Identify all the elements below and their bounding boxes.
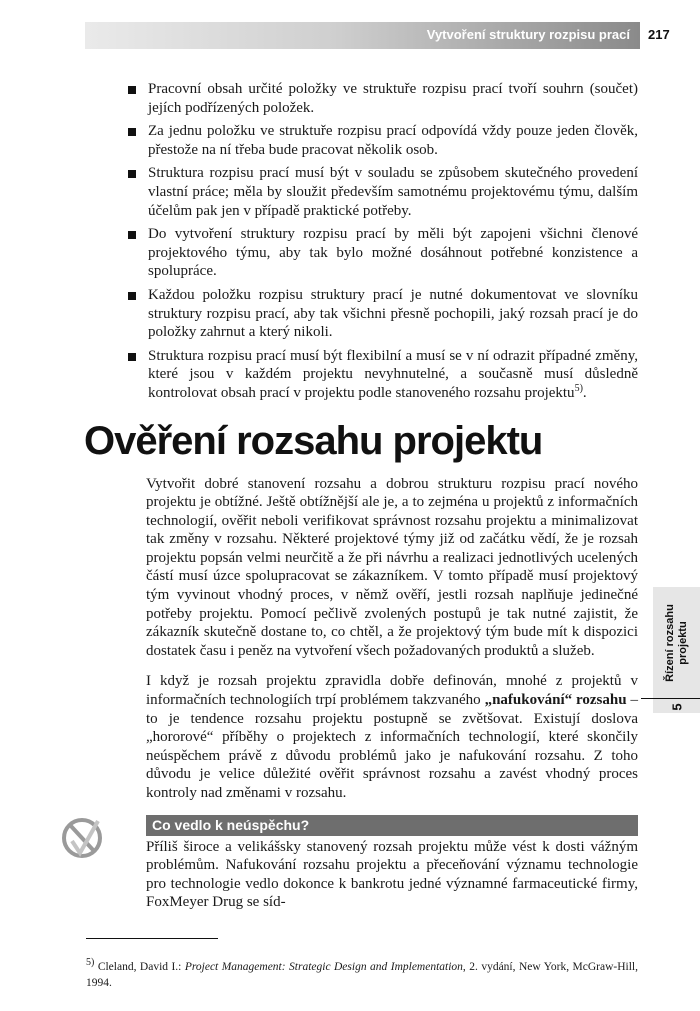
bullet-list: [128, 80, 638, 403]
bullet-square-icon: [128, 231, 136, 239]
list-item: Struktura rozpisu prací musí být flexibilní a musí se v ní odrazit případné změny, které jsou v každém projektu nevyhnutelné, a současně musí důsledně kontrolovat obsah prací v projektu podle stanoveného rozsahu projektu$^{5)}$.: [128, 347, 638, 403]
failure-check-icon: [60, 815, 104, 861]
side-tab-divider: [641, 698, 700, 699]
paragraph: Vytvořit dobré stanovení rozsahu a dobrou strukturu rozpisu prací nového projektu je obtížné. Ještě obtížnější ale je, a to zejména u projektů z informačních technologií, ověřit neboli verifikovat správnost rozsahu projektu a minimalizovat tak změny v rozsahu. Některé projektové týmy již od začátku vědí, že je rozsah projektu popsán velmi neurčitě a že při návrhu a realizaci jednotlivých ucelených částí musí úzce spolupracovat se zákazníkem. V tomto případě musí projektový tým vyvinout vhodný proces, v němž ověří, jestli rozsah naplňuje jedinečné potřeby projektu. Pomocí pečlivě zvolených postupů je tak nutné zajistit, že zákazník skutečně dostane to, co chtěl, a že projektový tým bude mít k dispozici dostatek času i peněz na vytvoření všech požadovaných produktů a služeb.: [146, 475, 638, 659]
callout-header: [146, 815, 638, 836]
list-item: Za jednu položku ve struktuře rozpisu prací odpovídá vždy pouze jeden člověk, přestože na ní třeba bude pracovat několik osob.: [128, 122, 638, 159]
callout-box: [146, 815, 638, 912]
footnote: $^{5)}$ Cleland, David I.: Project Management: Strategic Design and Implementation, 2. vydání, New York, McGraw-Hill, 1994.: [86, 957, 638, 989]
list-item: Pracovní obsah určité položky ve struktuře rozpisu prací tvoří souhrn (součet) jejích podřízených položek.: [128, 80, 638, 117]
bullet-square-icon: [128, 292, 136, 300]
chapter-side-tab: [653, 587, 700, 713]
section-heading: Ověření rozsahu projektu: [84, 418, 543, 463]
callout-text: Příliš široce a velikášsky stanovený rozsah projektu může vést k dosti vážným problémům. Nafukování rozsahu projektu a přeceňování významu technologie pro technologie vedlo dokonce k bankrotu jedné významné farmaceutické firmy, FoxMeyer Drug se síd-: [146, 838, 638, 911]
chapter-number: 5: [669, 702, 684, 711]
bullet-square-icon: [128, 128, 136, 136]
callout-title: Co vedlo k neúspěchu?: [152, 816, 310, 833]
list-item: Do vytvoření struktury rozpisu prací by měli být zapojeni všichni členové projektového týmu, aby tak bylo možné dosáhnout potřebné konzistence a spolupráce.: [128, 225, 638, 281]
page-number: 217: [648, 27, 670, 42]
body-text: [146, 475, 638, 803]
footnote-divider: [86, 938, 218, 939]
bullet-square-icon: [128, 170, 136, 178]
bullet-square-icon: [128, 353, 136, 361]
running-header-title: Vytvoření struktury rozpisu prací: [426, 27, 630, 42]
running-header-bar: [85, 22, 640, 49]
list-item: Každou položku rozpisu struktury prací je nutné dokumentovat ve slovníku struktury rozpisu prací, aby tak všichni přesně pochopili, jaký rozsah prací je do položky zahrnut a který nikoli.: [128, 286, 638, 342]
bullet-square-icon: [128, 86, 136, 94]
chapter-title: Řízení rozsahu projektu: [663, 603, 689, 682]
list-item: Struktura rozpisu prací musí být v souladu se způsobem skutečného provedení vlastní práce; měla by sloužit především samotnému projektovému týmu, dalším účelům pak jen v případě praktické potřeby.: [128, 164, 638, 220]
footnote-book-title: Project Management: Strategic Design and Implementation: [184, 960, 463, 973]
footnote-reference[interactable]: 5): [574, 382, 583, 394]
paragraph: I když je rozsah projektu zpravidla dobře definován, mnohé z projektů v informačních technologiích trpí problémem takzvaného „nafukování“ rozsahu – to je tendence rozsahu projektu postupně se zvětšovat. Existují doslova „hororové“ příběhy o projektech z informačních technologií, které skončily neúspěchem právě z důvodu problémů jako je nafukování rozsahu. Z toho důvodu je velice důležité ověřit správnost rozsahu a zavést vhodný proces kontroly nad změnami v rozsahu.: [146, 673, 638, 801]
key-term: „nafukování“ rozsahu: [484, 692, 627, 709]
